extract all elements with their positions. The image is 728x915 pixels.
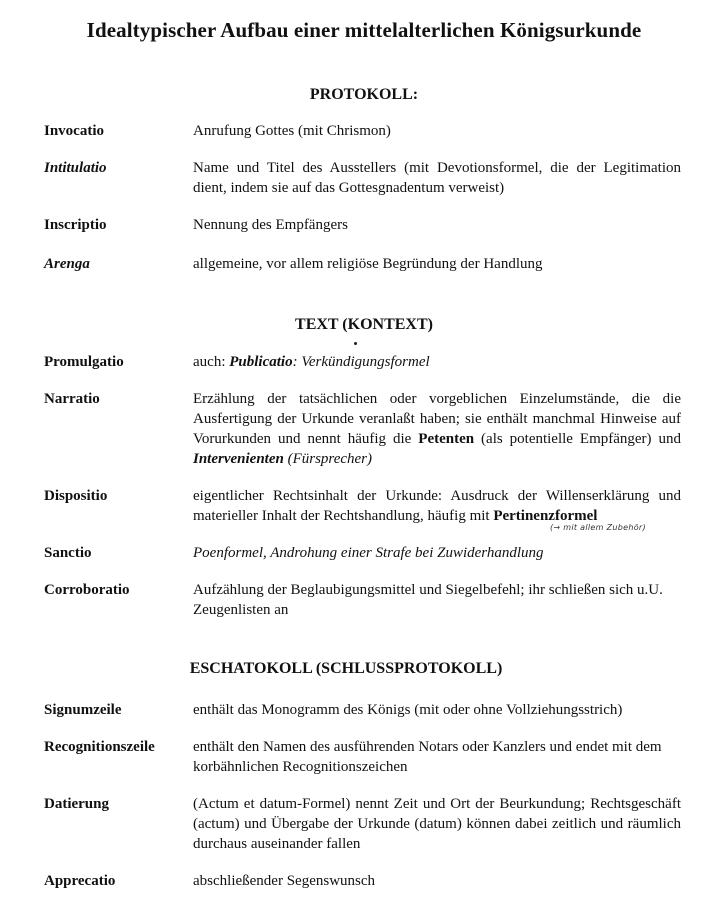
stray-dot: [354, 342, 357, 345]
desc-sanctio: Poenformel, Androhung einer Strafe bei Zuwiderhandlung: [193, 545, 544, 561]
term-inscriptio: Inscriptio: [44, 217, 107, 233]
handwritten-note: (→ mit allem Zubehör): [550, 523, 646, 532]
desc-inscriptio: Nennung des Empfängers: [193, 217, 348, 233]
term-sanctio: Sanctio: [44, 545, 92, 561]
term-arenga: Arenga: [44, 256, 90, 272]
term-dispositio: Dispositio: [44, 488, 108, 504]
desc-invocatio: Anrufung Gottes (mit Chrismon): [193, 123, 391, 139]
term-signumzeile: Signumzeile: [44, 702, 122, 718]
desc-signumzeile: enthält das Monogramm des Königs (mit oder ohne Vollziehungsstrich): [193, 702, 623, 718]
desc-arenga: allgemeine, vor allem religiöse Begründung der Handlung: [193, 256, 543, 272]
section-heading-protokoll: PROTOKOLL:: [309, 86, 419, 103]
term-intitulatio: Intitulatio: [44, 160, 107, 176]
desc-narratio: Erzählung der tatsächlichen oder vorgeblichen Einzelumstände, die die Ausfertigung der Urkunde veranlaßt haben; sie enthält manchmal Hinweise auf Vorurkunden und nennt häufig die Petenten (als potentielle Empfänger) und Intervenienten (Fürsprecher): [193, 391, 681, 467]
desc-apprecatio: abschließender Segenswunsch: [193, 873, 376, 889]
term-narratio: Narratio: [44, 391, 100, 407]
term-apprecatio: Apprecatio: [44, 873, 116, 889]
desc-corroboratio: Aufzählung der Beglaubigungsmittel und Siegelbefehl; ihr schließen sich u.U. Zeugenlisten an: [193, 582, 663, 618]
desc-intitulatio: Name und Titel des Ausstellers (mit Devotionsformel, die der Legitimation dient, indem sie auf das Gottesgnadentum verweist): [193, 160, 681, 196]
term-promulgatio: Promulgatio: [44, 354, 124, 370]
term-datierung: Datierung: [44, 796, 109, 812]
section-heading-text: TEXT (KONTEXT): [295, 316, 433, 333]
desc-datierung: (Actum et datum-Formel) nennt Zeit und Ort der Beurkundung; Rechtsgeschäft (actum) und Übergabe der Urkunde (datum) können dabei zeitlich und räumlich durchaus auseinander fallen: [193, 796, 681, 852]
section-heading-eschatokoll: ESCHATOKOLL (SCHLUSSPROTOKOLL): [189, 660, 503, 677]
desc-promulgatio: auch: Publicatio: Verkündigungsformel: [193, 354, 430, 370]
page-title: Idealtypischer Aufbau einer mittelalterlichen Königsurkunde: [86, 18, 642, 42]
term-invocatio: Invocatio: [44, 123, 104, 139]
desc-recognitionszeile: enthält den Namen des ausführenden Notars oder Kanzlers und endet mit dem korbähnlichen Recognitionszeichen: [193, 739, 662, 775]
term-corroboratio: Corroboratio: [44, 582, 130, 598]
desc-dispositio: eigentlicher Rechtsinhalt der Urkunde: Ausdruck der Willenserklärung und materieller Inhalt der Rechtshandlung, häufig mit Pertinenzformel: [193, 488, 681, 524]
term-recognitionszeile: Recognitionszeile: [44, 739, 155, 755]
